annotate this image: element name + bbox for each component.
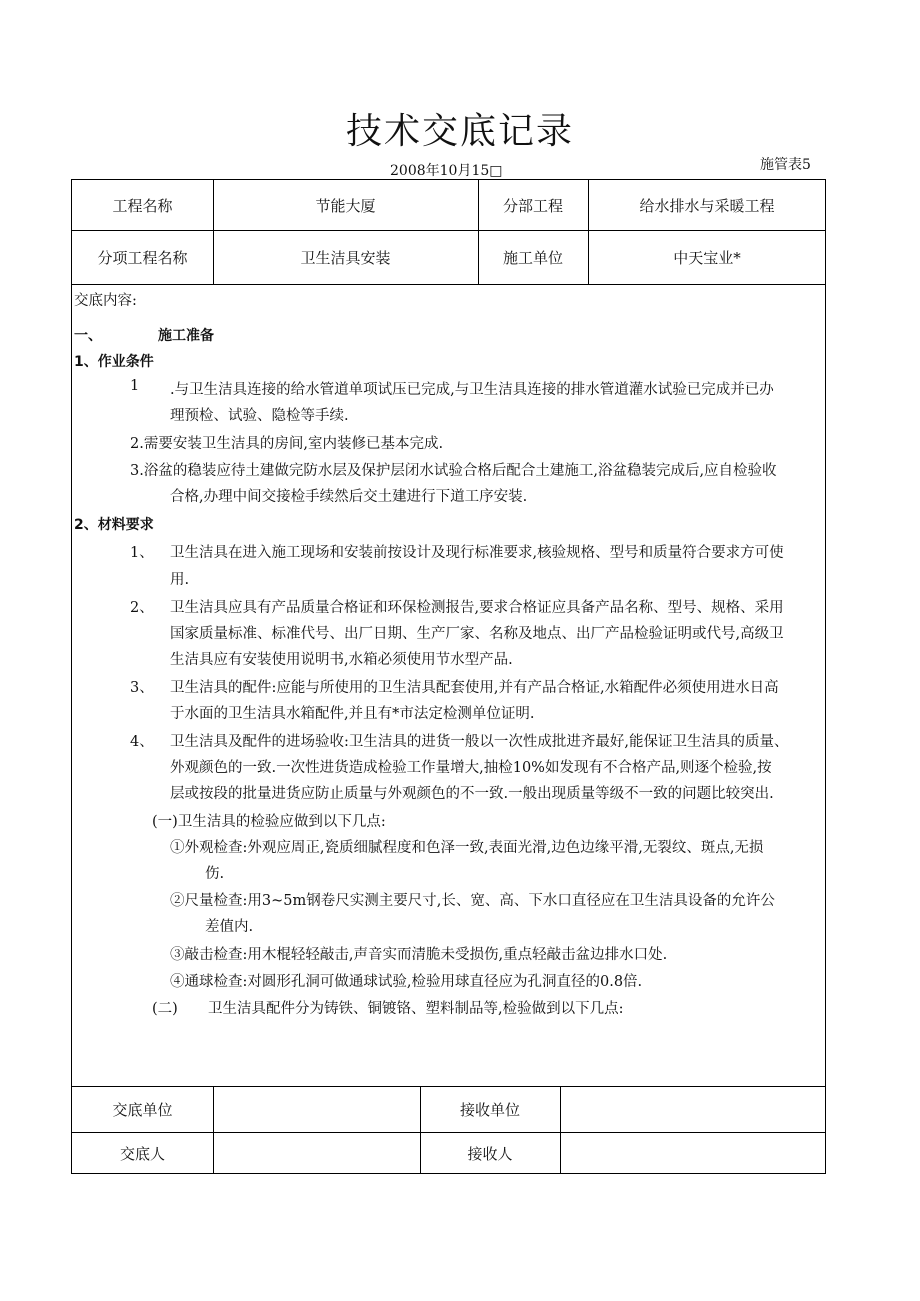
subitem-value: 卫生洁具安装 [300,248,391,267]
material-2-number: 2、 [130,600,154,616]
inspection-measure-line1: ②尺量检查:用3~5m钢卷尺实测主要尺寸,长、宽、高、下水口直径应在卫生洁具设备的允许公 [170,893,775,909]
material-1-number: 1、 [130,545,154,561]
handover-unit-label: 交底单位 [112,1100,173,1119]
division-value: 给水排水与采暖工程 [639,196,775,215]
subsection-work-conditions: 1、作业条件 [74,354,154,370]
condition-1-number: 1 [130,378,140,394]
material-1-line2: 用. [170,572,190,588]
condition-3-line1: 3.浴盆的稳装应待土建做完防水层及保护层闭水试验合格后配合土建施工,浴盆稳装完成后,应自检验收 [130,463,777,479]
material-2-line1: 卫生洁具应具有产品质量合格证和环保检测报告,要求合格证应具备产品名称、型号、规格、采用 [170,600,784,616]
material-2-line2: 国家质量标准、标准代号、出厂日期、生产厂家、名称及地点、出厂产品检验证明或代号,高级卫 [170,626,784,642]
content-label: 交底内容: [74,293,137,309]
section-1-number: 一、 [74,328,102,344]
material-4-number: 4、 [130,734,154,750]
inspection-ball: ④通球检查:对圆形孔洞可做通球试验,检验用球直径应为孔洞直径的0.8倍. [170,974,643,990]
fittings-number: (二) [152,1001,178,1017]
row-divider [72,284,825,285]
form-number: 施管表5 [760,157,811,173]
material-3-number: 3、 [130,680,154,696]
section-1-title: 施工准备 [158,328,214,344]
project-name-label: 工程名称 [112,196,173,215]
handover-person-label: 交底人 [119,1144,165,1163]
material-4-line2: 外观颜色的一致.一次性进货造成检验工作量增大,抽检10%如发现有不合格产品,则逐个检验,按 [170,760,772,776]
material-2-line3: 生洁具应有安装使用说明书,水箱必须使用节水型产品. [170,652,513,668]
division-label: 分部工程 [502,196,563,215]
material-4-line3: 层或按段的批量进货应防止质量与外观颜色的不一致.一般出现质量等级不一致的问题比较突出. [170,786,774,802]
material-3-line1: 卫生洁具的配件:应能与所使用的卫生洁具配套使用,并有产品合格证,水箱配件必须使用进水日高 [170,680,779,696]
subsection-material-requirements: 2、材料要求 [74,517,154,533]
condition-3-line2: 合格,办理中间交接检手续然后交土建进行下道工序安装. [170,489,528,505]
condition-2: 2.需要安装卫生洁具的房间,室内装修已基本完成. [130,436,444,452]
condition-1-line1: .与卫生洁具连接的给水管道单项试压已完成,与卫生洁具连接的排水管道灌水试验已完成并已办 [170,382,774,398]
receive-person-label: 接收人 [467,1144,513,1163]
inspection-measure-line2: 差值内. [205,919,254,935]
material-4-line1: 卫生洁具及配件的进场验收:卫生洁具的进货一般以一次性成批进齐最好,能保证卫生洁具的质量、 [170,734,789,750]
project-name-value: 节能大厦 [315,196,376,215]
col-divider [213,1086,214,1174]
page-title: 技术交底记录 [345,111,574,152]
subitem-label: 分项工程名称 [97,248,188,267]
col-divider [560,1086,561,1174]
inspection-visual-line2: 伤. [205,866,225,882]
condition-1-line2: 理预检、试验、隐检等手续. [170,408,349,424]
record-table [71,179,826,1174]
inspection-visual-line1: ①外观检查:外观应周正,瓷质细腻程度和色泽一致,表面光滑,边色边缘平滑,无裂纹、斑点,无损 [170,840,764,856]
material-1-line1: 卫生洁具在进入施工现场和安装前按设计及现行标准要求,核验规格、型号和质量符合要求方可使 [170,545,784,561]
receive-unit-label: 接收单位 [459,1100,520,1119]
inspection-knock: ③敲击检查:用木棍轻轻敲击,声音实而清脆未受损伤,重点轻敲击盆边排水口处. [170,947,668,963]
record-date: 2008年10月15□ [390,163,503,179]
contractor-value: 中天宝业* [673,248,741,267]
contractor-label: 施工单位 [502,248,563,267]
inspection-heading: (一)卫生洁具的检验应做到以下几点: [152,814,386,830]
material-3-line2: 于水面的卫生洁具水箱配件,并且有*市法定检测单位证明. [170,706,535,722]
fittings-text: 卫生洁具配件分为铸铁、铜镀铬、塑料制品等,检验做到以下几点: [208,1001,624,1017]
